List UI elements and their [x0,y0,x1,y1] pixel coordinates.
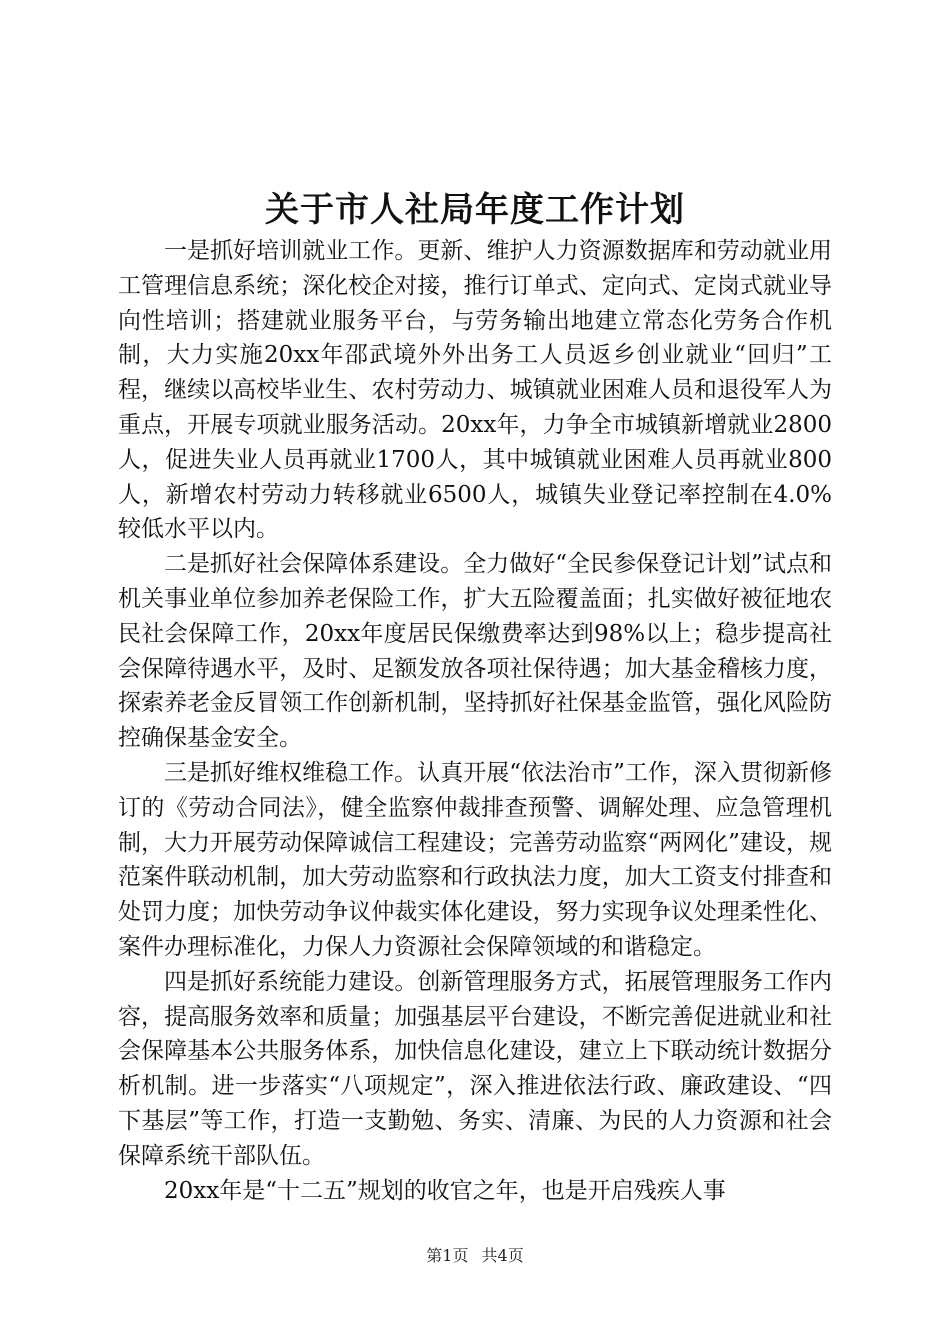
paragraph-annual-summary: 20xx年是“十二五”规划的收官之年，也是开启残疾人事 [164,1177,726,1204]
page-total: 共4页 [481,1246,524,1265]
paragraph-social-security: 二是抓好社会保障体系建设。全力做好“全民参保登记计划”试点和机关事业单位参加养老保险工作，扩大五险覆盖面；扎实做好被征地农民社会保障工作，20xx年度居民保缴费率达到98%以上；稳步提高社会保障待遇水平，及时、足额发放各项社保待遇；加大基金稽核力度，探索养老金反冒领工作创新机制，坚持抓好社保基金监管，强化风险防控确保基金安全。 [118,551,832,752]
page-footer [0,1246,950,1266]
paragraph-training-employment: 一是抓好培训就业工作。更新、维护人力资源数据库和劳动就业用工管理信息系统；深化校企对接，推行订单式、定向式、定岗式就业导向性培训；搭建就业服务平台，与劳务输出地建立常态化劳务合作机制，大力实施20xx年邵武境外外出务工人员返乡创业就业“回归”工程，继续以高校毕业生、农村劳动力、城镇就业困难人员和退役军人为重点，开展专项就业服务活动。20xx年，力争全市城镇新增就业2800人，促进失业人员再就业1700人，其中城镇就业困难人员再就业800人，新增农村劳动力转移就业6500人，城镇失业登记率控制在4.0%较低水平以内。 [118,238,832,543]
paragraph-rights-stability: 三是抓好维权维稳工作。认真开展“依法治市”工作，深入贯彻新修订的《劳动合同法》，健全监察仲裁排查预警、调解处理、应急管理机制，大力开展劳动保障诚信工程建设；完善劳动监察“两网化”建设，规范案件联动机制，加大劳动监察和行政执法力度，加大工资支付排查和处罚力度；加快劳动争议仲裁实体化建设，努力实现争议处理柔性化、案件办理标准化，力保人力资源社会保障领域的和谐稳定。 [118,759,832,960]
document-title: 关于市人社局年度工作计划 [265,190,685,230]
page-number: 第1页 [426,1246,469,1265]
document-body [118,234,832,1208]
paragraph-system-capacity: 四是抓好系统能力建设。创新管理服务方式，拓展管理服务工作内容，提高服务效率和质量；加强基层平台建设，不断完善促进就业和社会保障基本公共服务体系，加快信息化建设，建立上下联动统计数据分析机制。进一步落实“八项规定”，深入推进依法行政、廉政建设、“四下基层”等工作，打造一支勤勉、务实、清廉、为民的人力资源和社会保障系统干部队伍。 [118,968,832,1169]
